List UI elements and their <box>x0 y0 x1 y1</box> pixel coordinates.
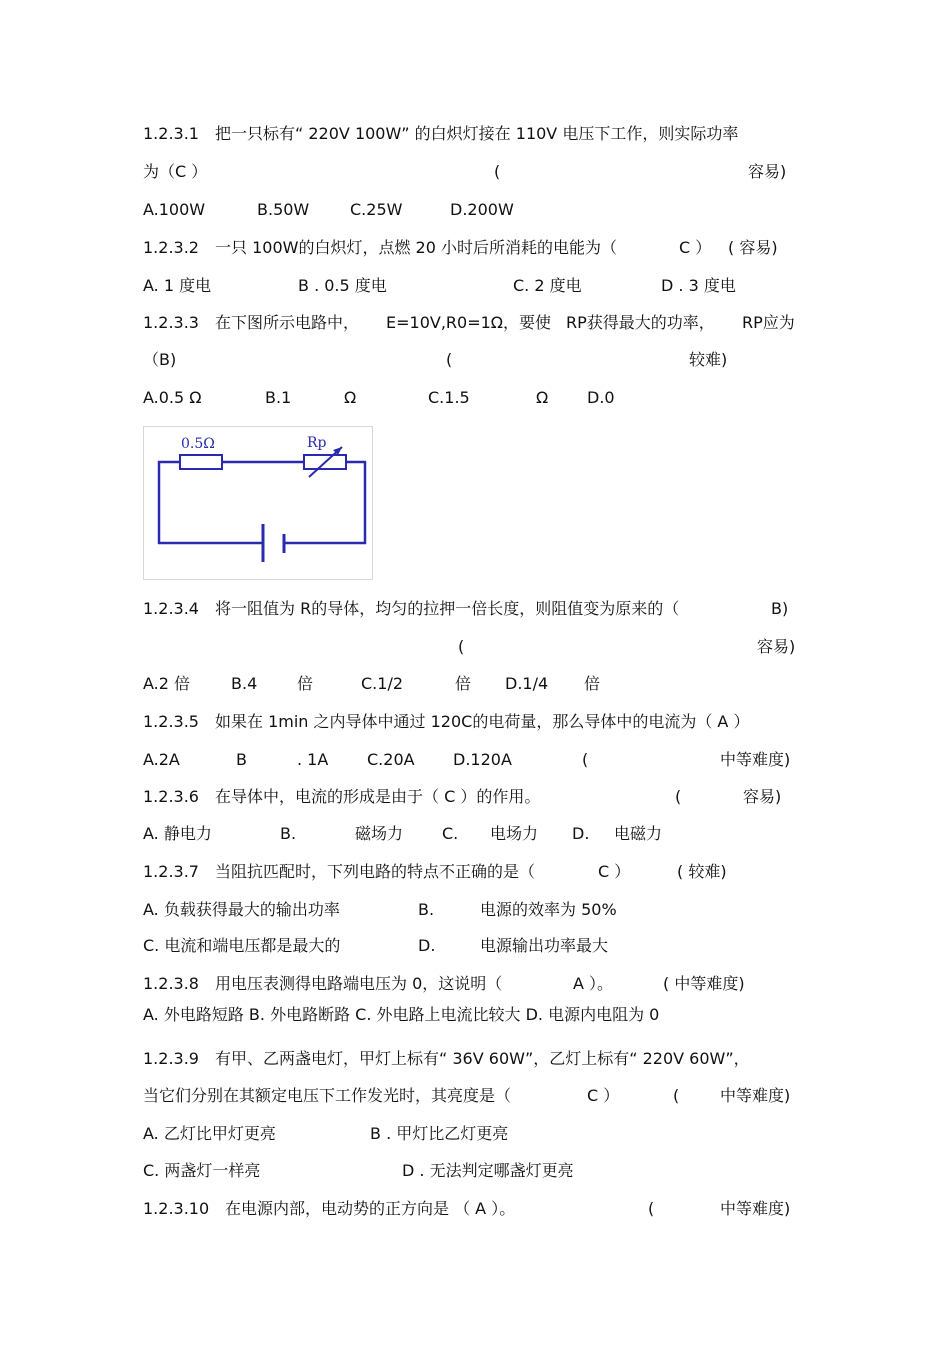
q1-number: 1.2.3.1 <box>143 124 199 143</box>
q8-options <box>0 1003 950 1027</box>
q3-text-part1: 在下图所示电路中， <box>215 313 360 332</box>
q1-line2 <box>0 160 950 184</box>
rp-label: Rp <box>307 435 327 451</box>
q2-option-c: C. 2 度电 <box>513 276 582 295</box>
q1-option-b: B.50W <box>257 200 310 219</box>
q4-line1 <box>0 597 950 621</box>
q5-option-a: A.2A <box>143 750 180 769</box>
q9-option-b: B . 甲灯比乙灯更亮 <box>370 1124 509 1143</box>
q6-option-d: D. <box>572 824 590 843</box>
q4-option-c: C.1/2 <box>361 674 404 693</box>
q10-paren: ( <box>648 1199 655 1218</box>
q6-text: 在导体中，电流的形成是由于（ C ）的作用。 <box>215 787 541 806</box>
q7-option-a: A. 负载获得最大的输出功率 <box>143 900 340 919</box>
q9-number: 1.2.3.9 <box>143 1049 199 1068</box>
q4-options <box>0 672 950 696</box>
q6-option-c-text: 电场力 <box>490 824 539 843</box>
q4-option-b-unit: 倍 <box>297 674 314 693</box>
q4-option-a: A.2 倍 <box>143 674 191 693</box>
q7-option-d-text: 电源输出功率最大 <box>480 936 609 955</box>
q3-number: 1.2.3.3 <box>143 313 199 332</box>
q4-line2 <box>0 635 950 659</box>
q10-line1 <box>0 1197 950 1221</box>
q5-option-b: B <box>236 750 247 769</box>
q4-number: 1.2.3.4 <box>143 599 199 618</box>
q5-line1 <box>0 710 950 734</box>
q5-options <box>0 748 950 772</box>
q6-option-d-text: 电磁力 <box>614 824 663 843</box>
resistor-r0 <box>180 455 222 469</box>
q5-paren: ( <box>582 750 589 769</box>
q9-difficulty: 中等难度) <box>720 1086 791 1105</box>
q8-number: 1.2.3.8 <box>143 974 199 993</box>
q7-answer: C ） <box>598 862 631 881</box>
q7-option-c: C. 电流和端电压都是最大的 <box>143 936 341 955</box>
q9-options-row1 <box>0 1122 950 1146</box>
q2-number: 1.2.3.2 <box>143 238 199 257</box>
q4-difficulty: 容易) <box>757 637 796 656</box>
q7-line1 <box>0 860 950 884</box>
circuit-svg <box>144 427 372 579</box>
q9-line1 <box>0 1047 950 1071</box>
q10-number: 1.2.3.10 <box>143 1199 210 1218</box>
q3-answer: （B) <box>143 350 177 369</box>
q2-difficulty: ( 容易) <box>728 238 778 257</box>
q1-difficulty: 容易) <box>748 162 787 181</box>
q3-text-part3: RP获得最大的功率， <box>566 313 715 332</box>
q7-option-d: D. <box>418 936 436 955</box>
q9-text: 有甲、乙两盏电灯，甲灯上标有“ 36V 60W”，乙灯上标有“ 220V 60W”， <box>215 1049 750 1068</box>
q4-paren: ( <box>458 637 465 656</box>
q3-text-part2: E=10V,R0=1Ω，要使 <box>386 313 552 332</box>
q3-text-part4: RP应为 <box>742 313 795 332</box>
q3-options <box>0 386 950 410</box>
q5-text: 如果在 1min 之内导体中通过 120C的电荷量，那么导体中的电流为（ A ） <box>215 712 750 731</box>
q3-line1 <box>0 311 950 335</box>
q1-line1 <box>0 122 950 146</box>
q8-line1 <box>0 972 950 996</box>
q9-text-cont: 当它们分别在其额定电压下工作发光时，其亮度是（ <box>143 1086 512 1105</box>
q4-option-b: B.4 <box>231 674 258 693</box>
q6-option-b-text: 磁场力 <box>355 824 404 843</box>
q4-answer: B) <box>771 599 789 618</box>
q8-text: 用电压表测得电路端电压为 0，这说明（ <box>215 974 503 993</box>
q5-option-c: C.20A <box>367 750 415 769</box>
q8-options-text: A. 外电路短路 B. 外电路断路 C. 外电路上电流比较大 D. 电源内电阻为 0 <box>143 1005 660 1024</box>
q2-option-a: A. 1 度电 <box>143 276 212 295</box>
q3-paren: ( <box>446 350 453 369</box>
q3-option-d: D.0 <box>587 388 615 407</box>
q4-text: 将一阻值为 R的导体，均匀的拉押一倍长度，则阻值变为原来的（ <box>215 599 680 618</box>
q2-text: 一只 100W的白炽灯，点燃 20 小时后所消耗的电能为（ <box>215 238 617 257</box>
q6-paren: ( <box>675 787 682 806</box>
q9-paren: ( <box>673 1086 680 1105</box>
q4-option-d: D.1/4 <box>505 674 549 693</box>
q2-answer: C ） <box>679 238 712 257</box>
q1-option-c: C.25W <box>350 200 403 219</box>
q6-difficulty: 容易) <box>743 787 782 806</box>
q8-answer: A ）。 <box>573 974 614 993</box>
q1-answer: 为（C ） <box>143 162 208 181</box>
q4-option-d-unit: 倍 <box>584 674 601 693</box>
q1-text: 把一只标有“ 220V 100W” 的白炽灯接在 110V 电压下工作，则实际功率 <box>215 124 739 143</box>
q9-options-row2 <box>0 1159 950 1183</box>
q2-line1 <box>0 236 950 260</box>
q2-option-b: B . 0.5 度电 <box>298 276 387 295</box>
q3-difficulty: 较难) <box>689 350 728 369</box>
q6-option-a: A. 静电力 <box>143 824 212 843</box>
q7-text: 当阻抗匹配时，下列电路的特点不正确的是（ <box>215 862 536 881</box>
q9-option-c: C. 两盏灯一样亮 <box>143 1161 261 1180</box>
q5-option-d: D.120A <box>453 750 512 769</box>
q7-options-row2 <box>0 934 950 958</box>
q6-option-c: C. <box>442 824 459 843</box>
q1-paren: ( <box>494 162 501 181</box>
q9-answer: C ） <box>587 1086 620 1105</box>
q3-option-c: C.1.5 <box>428 388 470 407</box>
q9-option-d: D . 无法判定哪盏灯更亮 <box>402 1161 574 1180</box>
q9-line2 <box>0 1084 950 1108</box>
q7-difficulty: ( 较难) <box>677 862 727 881</box>
q9-option-a: A. 乙灯比甲灯更亮 <box>143 1124 276 1143</box>
r0-label: 0.5Ω <box>181 436 215 452</box>
q6-number: 1.2.3.6 <box>143 787 199 806</box>
q1-option-a: A.100W <box>143 200 206 219</box>
q1-option-d: D.200W <box>450 200 514 219</box>
circuit-diagram <box>143 426 373 580</box>
q2-option-d: D . 3 度电 <box>661 276 736 295</box>
q3-option-c-unit: Ω <box>536 388 549 407</box>
q3-option-a: A.0.5 Ω <box>143 388 202 407</box>
q5-number: 1.2.3.5 <box>143 712 199 731</box>
q6-line1 <box>0 785 950 809</box>
q8-difficulty: ( 中等难度) <box>663 974 745 993</box>
q1-options <box>0 198 950 222</box>
q3-option-b: B.1 <box>265 388 292 407</box>
q5-option-b-value: . 1A <box>297 750 329 769</box>
q10-difficulty: 中等难度) <box>720 1199 791 1218</box>
q7-option-b-text: 电源的效率为 50% <box>480 900 617 919</box>
q4-option-c-unit: 倍 <box>455 674 472 693</box>
q7-option-b: B. <box>418 900 435 919</box>
q10-text: 在电源内部，电动势的正方向是 （ A ）。 <box>225 1199 516 1218</box>
q7-options-row1 <box>0 898 950 922</box>
q7-number: 1.2.3.7 <box>143 862 199 881</box>
q6-option-b: B. <box>280 824 297 843</box>
q3-line2 <box>0 348 950 372</box>
q5-difficulty: 中等难度) <box>720 750 791 769</box>
q2-options <box>0 274 950 298</box>
q6-options <box>0 822 950 846</box>
q3-option-b-unit: Ω <box>344 388 357 407</box>
